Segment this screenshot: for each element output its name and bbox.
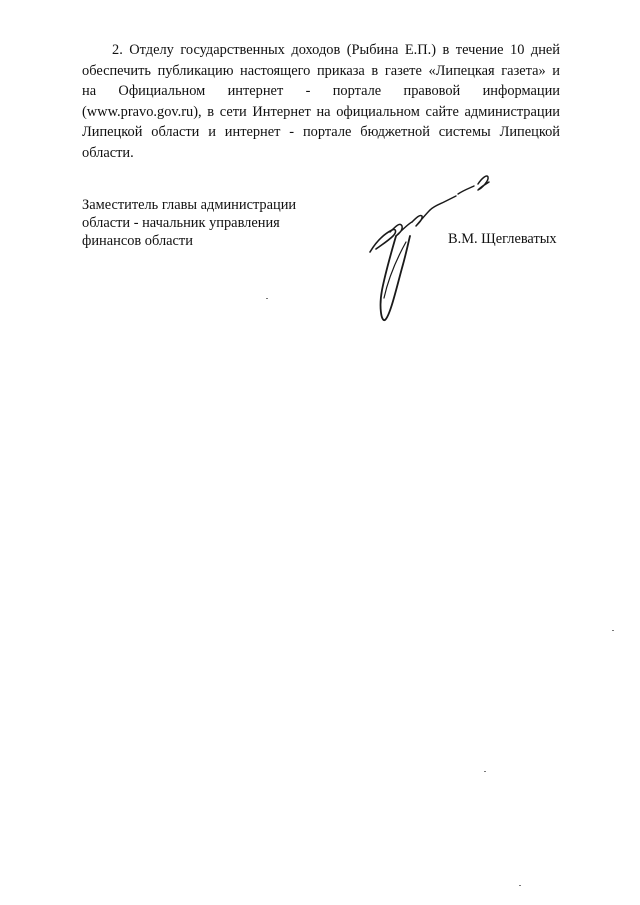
paragraph-line: обеспечить публикацию настоящего приказа в газете «Липецкая газета» и xyxy=(82,62,560,79)
signer-name: В.М. Щеглеватых xyxy=(448,231,557,247)
paragraph-line: области. xyxy=(82,144,134,161)
paragraph-line: (www.pravo.gov.ru), в сети Интернет на официальном сайте администрации xyxy=(82,103,560,120)
signer-title-line: области - начальник управления xyxy=(82,215,280,231)
paragraph-line: Липецкой области и интернет - портале бюджетной системы Липецкой xyxy=(82,124,560,140)
publication-paragraph xyxy=(82,40,560,163)
scan-speck xyxy=(484,771,486,772)
handwritten-signature-icon xyxy=(366,170,496,330)
signer-title-line: Заместитель главы администрации xyxy=(82,197,297,213)
paragraph-line: на Официальном интернет - портале правовой информации xyxy=(82,83,560,99)
scan-speck xyxy=(519,885,521,886)
scan-speck xyxy=(612,630,614,631)
scan-speck xyxy=(266,298,268,299)
paragraph-line: 2. Отделу государственных доходов (Рыбина Е.П.) в течение 10 дней xyxy=(112,42,560,58)
signer-title xyxy=(82,196,296,250)
signer-title-line: финансов области xyxy=(82,233,193,249)
